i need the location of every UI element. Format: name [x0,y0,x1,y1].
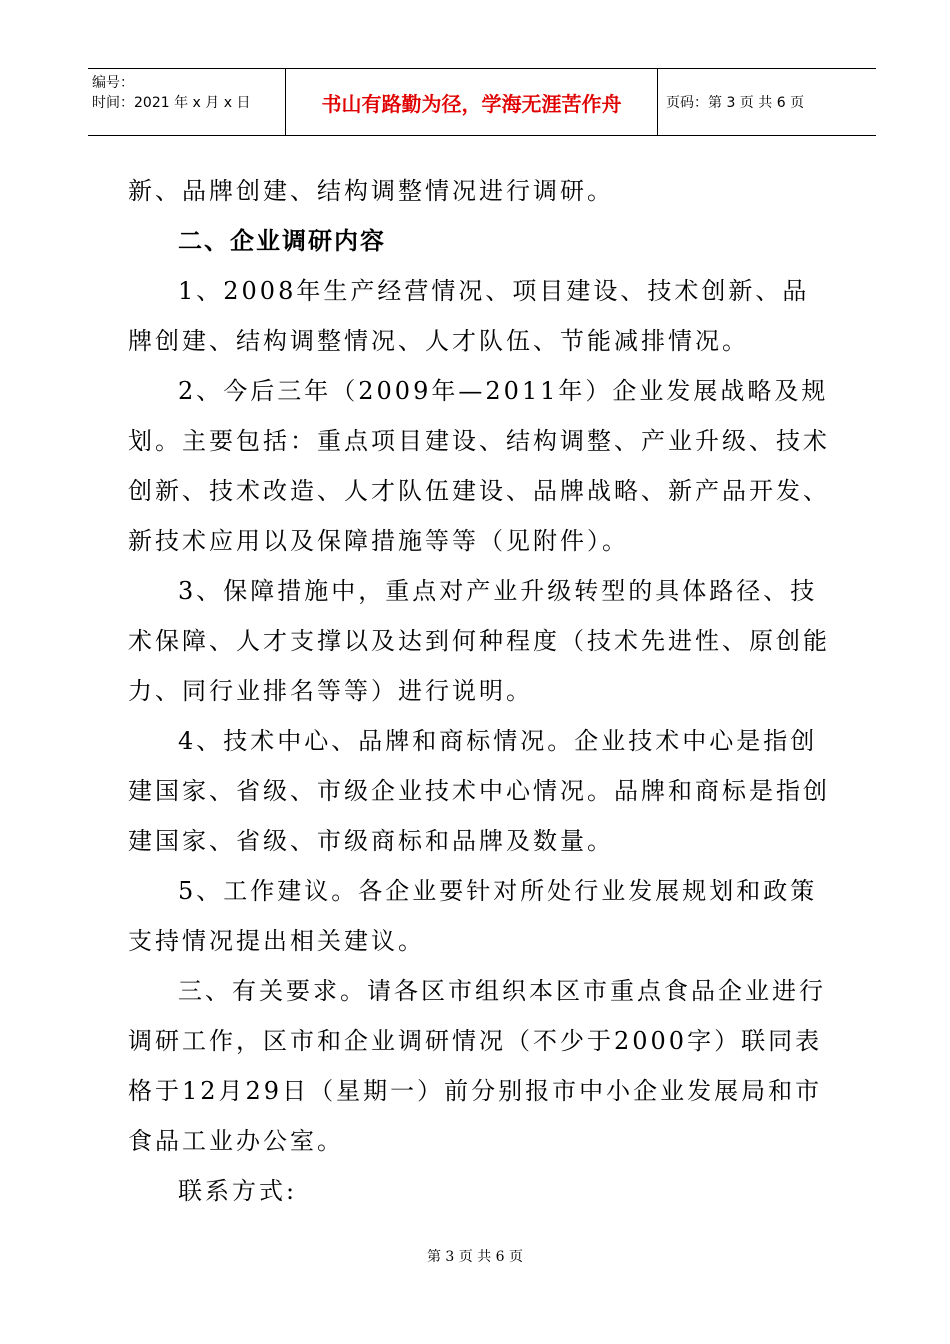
contact-label: 联系方式: [178,1177,298,1205]
page-footer: 第 3 页 共 6 页 [426,1249,524,1265]
paragraph: 3、保障措施中，重点对产业升级转型的具体路径、技术保障、人才支撑以及达到何种程度（技术先进性、原创能力、同行业排名等等）进行说明。 [128,577,830,705]
header-motto: 书山有路勤为径，学海无涯苦作舟 [286,69,658,135]
document-body [128,166,834,1216]
document-time-label: 时间：2021 年 x 月 x 日 [92,95,251,111]
page-header [88,68,876,136]
paragraph: 2、今后三年（2009年—2011年）企业发展战略及规划。主要包括：重点项目建设、结构调整、产业升级、技术创新、技术改造、人才队伍建设、品牌战略、新产品开发、新技术应用以及保障措施等等（见附件）。 [128,377,830,555]
section-heading: 二、企业调研内容 [178,227,386,255]
paragraph: 4、技术中心、品牌和商标情况。企业技术中心是指创建国家、省级、市级企业技术中心情况。品牌和商标是指创建国家、省级、市级商标和品牌及数量。 [128,727,830,855]
paragraph: 5、工作建议。各企业要针对所处行业发展规划和政策支持情况提出相关建议。 [128,877,818,955]
paragraph: 1、2008年生产经营情况、项目建设、技术创新、品牌创建、结构调整情况、人才队伍、节能减排情况。 [128,277,810,355]
header-meta [88,69,286,135]
document-number-label: 编号： [92,75,134,91]
paragraph: 三、有关要求。请各区市组织本区市重点食品企业进行调研工作，区市和企业调研情况（不少于2000字）联同表格于12月29日（星期一）前分别报市中小企业发展局和市食品工业办公室。 [128,977,826,1155]
header-page-label: 页码：第 3 页 共 6 页 [666,95,805,111]
paragraph-continuation: 新、品牌创建、结构调整情况进行调研。 [128,177,614,205]
